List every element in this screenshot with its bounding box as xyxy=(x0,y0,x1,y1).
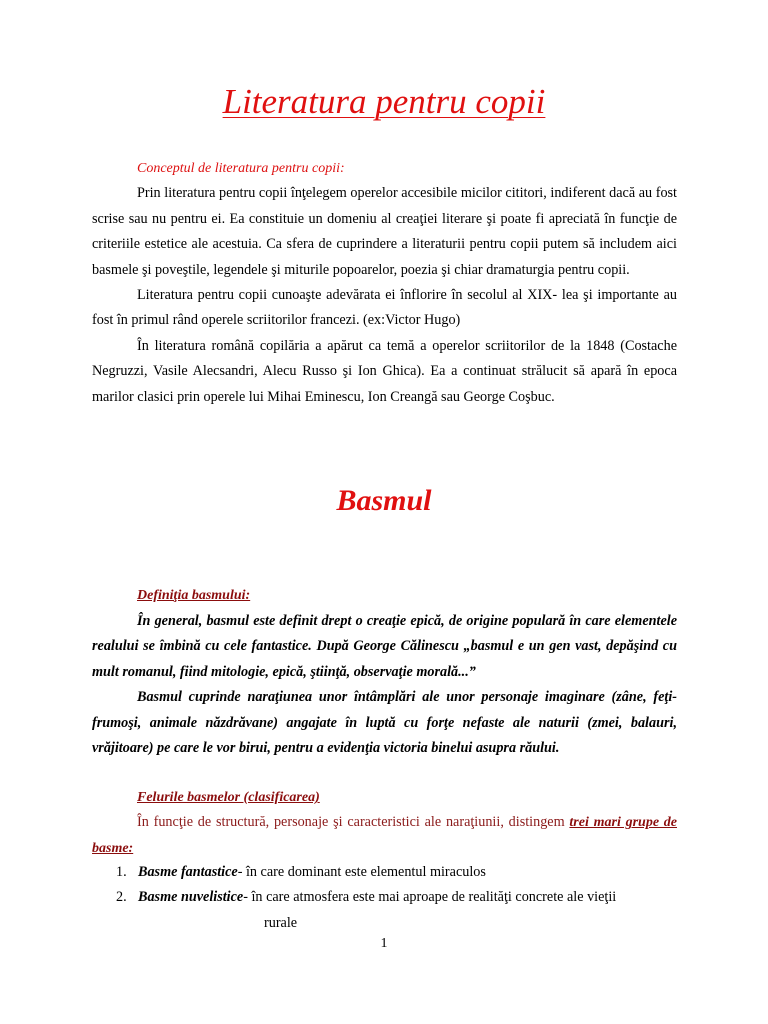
basme-list xyxy=(116,860,677,936)
list-item-continuation: rurale xyxy=(264,914,298,931)
page-title: Literatura pentru copii xyxy=(222,82,546,121)
concept-paragraph-1: Prin literatura pentru copii înţelegem operelor accesibile micilor cititori, indiferent dacă au fost scrise sau nu pentru ei. Ea constituie un domeniu al creaţiei literare şi poate fi apreciată în funcţie de criteriile estetice ale acestuia. Ca sfera de cuprindere a literaturii pentru copii putem să includem aici basmele şi poveştile, legendele şi miturile popoarelor, poezia şi chiar dramaturgia pentru copii. xyxy=(92,185,677,278)
felurile-label: Felurile basmelor (clasificarea) xyxy=(137,790,320,805)
list-item: 1. Basme fantastice- în care dominant este elementul miraculos xyxy=(116,864,486,880)
definitie-paragraph-1: În general, basmul este definit drept o creaţie epică, de origine populară în care elementele realului se îmbină cu cele fantastice. După George Călinescu „basmul e un gen vast, depăşind cu mult romanul, fiind mitologie, epică, ştiinţă, observaţie morală...” xyxy=(92,612,677,680)
concept-paragraph-3: În literatura română copilăria a apărut ca temă a operelor scriitorilor de la 1848 (Costache Negruzzi, Vasile Alecsandri, Alecu Russo şi Ion Ghica). Ea a continuat strălucit să apară în epoca marilor clasici prin operele lui Mihai Eminescu, Ion Creangă sau George Coşbuc. xyxy=(92,337,677,405)
concept-label: Conceptul de literatura pentru copii: xyxy=(137,161,345,176)
concept-paragraph-2: Literatura pentru copii cunoaşte adevărata ei înflorire în secolul al XIX- lea şi importante au fost în primul rând operele scriitorilor francezi. (ex:Victor Hugo) xyxy=(92,287,677,329)
definitie-paragraph-2: Basmul cuprinde naraţiunea unor întâmplări ale unor personaje imaginare (zâne, feţi-frumoşi, animale năzdrăvane) angajate în luptă cu forţe nefaste ale naturii (zmei, balauri, vrăjitoare) pe care le vor birui, pentru a evidenţia victoria binelui asupra răului. xyxy=(92,689,677,756)
felurile-intro: În funcţie de structură, personaje şi caracteristici ale naraţiunii, distingem trei mari grupe de basme: xyxy=(92,814,677,856)
list-item: 2. Basme nuvelistice- în care atmosfera este mai aproape de realităţi concrete ale vieţii xyxy=(116,889,617,906)
concept-section xyxy=(92,156,677,410)
basmul-heading: Basmul xyxy=(336,484,432,517)
list-item-term: Basme nuvelistice xyxy=(138,889,244,906)
page-number: 1 xyxy=(380,936,388,951)
list-item-term: Basme fantastice xyxy=(138,864,238,880)
definitie-section xyxy=(92,583,677,761)
felurile-section xyxy=(92,785,677,861)
definitie-label: Definiţia basmului: xyxy=(137,588,251,603)
felurile-intro-emphasis: trei mari grupe de basme: xyxy=(92,815,677,856)
